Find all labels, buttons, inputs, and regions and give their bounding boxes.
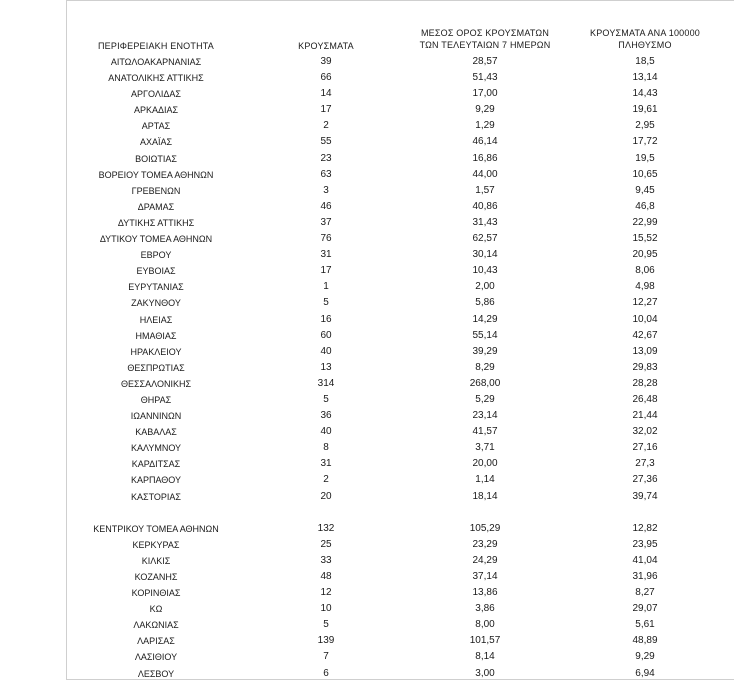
table-row xyxy=(0,167,734,183)
table-row xyxy=(0,231,734,247)
table-row xyxy=(0,54,734,70)
per-100k-cell: 20,95 xyxy=(632,249,658,261)
header-avg-line1: ΜΕΣΟΣ ΟΡΟΣ ΚΡΟΥΣΜΑΤΩΝ xyxy=(420,28,550,38)
cases-cell: 39 xyxy=(320,56,332,67)
region-cell: ΔΡΑΜΑΣ xyxy=(137,201,175,212)
region-cell: ΗΡΑΚΛΕΙΟΥ xyxy=(130,346,182,357)
per-100k-cell: 29,83 xyxy=(632,361,658,373)
per-100k-cell: 12,27 xyxy=(632,297,658,309)
avg-cell: 1,29 xyxy=(475,120,495,132)
region-cell: ΘΕΣΣΑΛΟΝΙΚΗΣ xyxy=(120,378,192,389)
cases-cell: 37 xyxy=(320,216,332,228)
table-row xyxy=(0,344,734,360)
region-cell: ΔΥΤΙΚΟΥ ΤΟΜΕΑ ΑΘΗΝΩΝ xyxy=(99,234,213,245)
cases-cell: 25 xyxy=(320,538,332,550)
avg-cell: 62,57 xyxy=(472,233,498,245)
avg-cell: 24,29 xyxy=(472,554,498,566)
per-100k-cell: 5,61 xyxy=(635,619,655,631)
region-cell: ΛΕΣΒΟΥ xyxy=(137,668,175,679)
region-cell: ΗΜΑΘΙΑΣ xyxy=(135,330,177,341)
cases-cell: 1 xyxy=(323,281,329,293)
table-row xyxy=(0,408,734,424)
region-cell: ΚΑΛΥΜΝΟΥ xyxy=(130,443,182,454)
avg-cell: 44,00 xyxy=(472,168,498,180)
region-cell: ΚΟΖΑΝΗΣ xyxy=(134,572,178,582)
avg-cell: 23,29 xyxy=(472,538,498,550)
per-100k-cell: 31,96 xyxy=(632,571,658,582)
table-row xyxy=(0,585,734,601)
table-row xyxy=(0,537,734,553)
per-100k-cell: 22,99 xyxy=(632,216,658,228)
cases-cell: 5 xyxy=(323,393,329,405)
region-cell: ΕΒΡΟΥ xyxy=(140,250,172,261)
avg-cell: 1,14 xyxy=(475,474,495,486)
per-100k-cell: 10,65 xyxy=(632,168,658,180)
header-avg-7days xyxy=(405,27,565,51)
header-avg-line2: ΤΩΝ ΤΕΛΕΥΤΑΙΩΝ 7 ΗΜΕΡΩΝ xyxy=(419,40,551,50)
region-cell: ΛΑΣΙΘΙΟΥ xyxy=(134,652,178,663)
region-cell: ΘΕΣΠΡΩΤΙΑΣ xyxy=(127,362,185,373)
avg-cell: 31,43 xyxy=(472,216,498,228)
avg-cell: 39,29 xyxy=(472,345,498,357)
table-row xyxy=(0,601,734,617)
table-row xyxy=(0,489,734,505)
table-row xyxy=(0,440,734,456)
per-100k-cell: 42,67 xyxy=(632,329,658,341)
avg-cell: 5,29 xyxy=(475,393,495,405)
region-cell: ΕΥΒΟΙΑΣ xyxy=(136,266,176,277)
cases-cell: 139 xyxy=(317,635,335,647)
cases-cell: 23 xyxy=(320,152,332,164)
avg-cell: 55,14 xyxy=(472,329,498,341)
table-row xyxy=(0,553,734,569)
region-cell: ΖΑΚΥΝΘΟΥ xyxy=(131,298,181,309)
region-cell: ΚΑΡΠΑΘΟΥ xyxy=(130,475,182,486)
region-cell: ΕΥΡΥΤΑΝΙΑΣ xyxy=(128,282,184,293)
region-cell: ΔΥΤΙΚΗΣ ΑΤΤΙΚΗΣ xyxy=(117,217,195,228)
cases-cell: 10 xyxy=(320,603,332,615)
region-cell: ΙΩΑΝΝΙΝΩΝ xyxy=(130,411,182,422)
avg-cell: 5,86 xyxy=(475,297,495,309)
per-100k-cell: 27,3 xyxy=(635,458,655,470)
cases-cell: 55 xyxy=(320,136,332,148)
region-cell: ΚΑΣΤΟΡΙΑΣ xyxy=(131,491,181,502)
avg-cell: 3,00 xyxy=(475,667,495,679)
cases-cell: 63 xyxy=(320,168,332,180)
avg-cell: 105,29 xyxy=(469,522,501,534)
region-cell: ΑΡΚΑΔΙΑΣ xyxy=(133,105,179,116)
per-100k-cell: 15,52 xyxy=(632,233,658,245)
cases-cell: 40 xyxy=(320,426,332,438)
region-cell: ΑΙΤΩΛΟΑΚΑΡΝΑΝΙΑΣ xyxy=(110,57,202,67)
cases-cell: 5 xyxy=(323,297,329,309)
per-100k-cell: 14,43 xyxy=(632,88,658,100)
table-row xyxy=(0,649,734,665)
avg-cell: 40,86 xyxy=(472,200,498,212)
per-100k-cell: 21,44 xyxy=(632,410,658,422)
header-region: ΠΕΡΙΦΕΡΕΙΑΚΗ ΕΝΟΤΗΤΑ xyxy=(97,41,215,51)
avg-cell: 28,57 xyxy=(472,56,498,67)
region-cell: ΚΕΡΚΥΡΑΣ xyxy=(132,539,180,550)
avg-cell: 8,00 xyxy=(475,619,495,631)
per-100k-cell: 10,04 xyxy=(632,313,658,325)
region-cell: ΓΡΕΒΕΝΩΝ xyxy=(131,185,181,196)
cases-cell: 14 xyxy=(320,88,332,100)
table-row xyxy=(0,118,734,134)
cases-cell: 132 xyxy=(317,522,335,534)
header-cases: ΚΡΟΥΣΜΑΤΑ xyxy=(298,41,354,51)
region-cell: ΑΧΑΪΑΣ xyxy=(139,137,173,148)
avg-cell: 8,29 xyxy=(475,361,495,373)
per-100k-cell: 27,36 xyxy=(632,474,658,486)
cases-cell: 12 xyxy=(320,587,332,599)
avg-cell: 10,43 xyxy=(472,265,498,277)
header-per-100k xyxy=(567,27,723,51)
table-row xyxy=(0,279,734,295)
cases-cell: 16 xyxy=(320,313,332,325)
per-100k-cell: 2,95 xyxy=(635,120,655,132)
cases-cell: 3 xyxy=(323,184,329,196)
region-cell: ΑΡΓΟΛΙΔΑΣ xyxy=(131,89,181,100)
cases-cell: 6 xyxy=(323,667,329,679)
table-row xyxy=(0,617,734,633)
avg-cell: 51,43 xyxy=(472,72,498,84)
per-100k-cell: 13,14 xyxy=(632,72,658,84)
region-cell: ΒΟΙΩΤΙΑΣ xyxy=(135,153,177,164)
per-100k-cell: 26,48 xyxy=(632,393,658,405)
cases-cell: 33 xyxy=(320,554,332,566)
per-100k-cell: 29,07 xyxy=(632,603,658,615)
region-cell: ΚΕΝΤΡΙΚΟΥ ΤΟΜΕΑ ΑΘΗΝΩΝ xyxy=(93,523,219,534)
per-100k-cell: 46,8 xyxy=(635,200,655,212)
avg-cell: 3,71 xyxy=(475,442,495,454)
table-row xyxy=(0,151,734,167)
per-100k-cell: 9,45 xyxy=(635,184,655,196)
header-per-line2: ΠΛΗΘΥΣΜΟ xyxy=(618,40,672,50)
cases-cell: 66 xyxy=(320,72,332,84)
per-100k-cell: 6,94 xyxy=(635,667,655,679)
region-cell: ΚΑΡΔΙΤΣΑΣ xyxy=(131,459,181,470)
table-row xyxy=(0,392,734,408)
avg-cell: 9,29 xyxy=(475,104,495,116)
region-cell: ΛΑΚΩΝΙΑΣ xyxy=(133,620,179,631)
per-100k-cell: 13,09 xyxy=(632,345,658,357)
cases-cell: 60 xyxy=(320,329,332,341)
region-cell: ΚΑΒΑΛΑΣ xyxy=(135,427,177,438)
avg-cell: 14,29 xyxy=(472,313,498,325)
header-per-line1: ΚΡΟΥΣΜΑΤΑ ΑΝΑ 100000 xyxy=(590,28,700,38)
table-row xyxy=(0,633,734,649)
cases-cell: 36 xyxy=(320,410,332,422)
cases-cell: 40 xyxy=(320,345,332,357)
avg-cell: 101,57 xyxy=(469,635,501,647)
avg-cell: 268,00 xyxy=(469,377,501,389)
table-row xyxy=(0,456,734,472)
avg-cell: 17,00 xyxy=(472,88,498,100)
avg-cell: 30,14 xyxy=(472,249,498,261)
table-row xyxy=(0,86,734,102)
per-100k-cell: 32,02 xyxy=(632,426,658,438)
table-row xyxy=(0,472,734,488)
avg-cell: 2,00 xyxy=(475,281,495,293)
avg-cell: 41,57 xyxy=(472,426,498,438)
per-100k-cell: 48,89 xyxy=(632,635,658,647)
avg-cell: 23,14 xyxy=(472,410,498,422)
table-row xyxy=(0,102,734,118)
per-100k-cell: 27,16 xyxy=(632,442,658,454)
per-100k-cell: 19,61 xyxy=(632,104,658,116)
per-100k-cell: 18,5 xyxy=(635,56,655,67)
cases-cell: 31 xyxy=(320,458,332,470)
cases-cell: 20 xyxy=(320,490,332,502)
cases-cell: 13 xyxy=(320,361,332,373)
avg-cell: 3,86 xyxy=(475,603,495,615)
avg-cell: 16,86 xyxy=(472,152,498,164)
cases-cell: 314 xyxy=(317,377,335,389)
table-row xyxy=(0,70,734,86)
avg-cell: 20,00 xyxy=(472,458,498,470)
table-row xyxy=(0,569,734,585)
avg-cell: 1,57 xyxy=(475,184,495,196)
cases-cell: 48 xyxy=(320,571,332,582)
cases-cell: 8 xyxy=(323,442,329,454)
table-row xyxy=(0,424,734,440)
table-row xyxy=(0,134,734,150)
avg-cell: 37,14 xyxy=(472,571,498,582)
table-row xyxy=(0,295,734,311)
per-100k-cell: 41,04 xyxy=(632,554,658,566)
region-cell: ΚΟΡΙΝΘΙΑΣ xyxy=(131,588,181,599)
table-row xyxy=(0,263,734,279)
table-row xyxy=(0,328,734,344)
cases-cell: 17 xyxy=(320,104,332,116)
table-row xyxy=(0,247,734,263)
per-100k-cell: 17,72 xyxy=(632,136,658,148)
per-100k-cell: 19,5 xyxy=(635,152,655,164)
table-row xyxy=(0,376,734,392)
region-cell: ΒΟΡΕΙΟΥ ΤΟΜΕΑ ΑΘΗΝΩΝ xyxy=(98,169,214,180)
region-cell: ΛΑΡΙΣΑΣ xyxy=(137,636,175,647)
table-row xyxy=(0,666,734,682)
top-rule xyxy=(66,0,734,1)
cases-cell: 31 xyxy=(320,249,332,261)
region-cell: ΑΝΑΤΟΛΙΚΗΣ ΑΤΤΙΚΗΣ xyxy=(108,73,204,84)
table-row xyxy=(0,360,734,376)
table-row xyxy=(0,199,734,215)
avg-cell: 46,14 xyxy=(472,136,498,148)
cases-cell: 46 xyxy=(320,200,332,212)
per-100k-cell: 9,29 xyxy=(635,651,655,663)
per-100k-cell: 39,74 xyxy=(632,490,658,502)
cases-cell: 5 xyxy=(323,619,329,631)
cases-cell: 17 xyxy=(320,265,332,277)
cases-cell: 2 xyxy=(323,120,329,132)
avg-cell: 13,86 xyxy=(472,587,498,599)
table-body xyxy=(0,54,734,682)
region-cell: ΘΗΡΑΣ xyxy=(140,394,172,405)
per-100k-cell: 8,06 xyxy=(635,265,655,277)
table-row xyxy=(0,183,734,199)
table-spacer xyxy=(0,505,734,521)
avg-cell: 18,14 xyxy=(472,490,498,502)
cases-cell: 2 xyxy=(323,474,329,486)
per-100k-cell: 12,82 xyxy=(632,522,658,534)
per-100k-cell: 8,27 xyxy=(635,587,655,599)
table-row xyxy=(0,312,734,328)
region-cell: ΚΩ xyxy=(149,604,163,615)
avg-cell: 8,14 xyxy=(475,651,495,663)
table-row xyxy=(0,521,734,537)
region-cell: ΚΙΛΚΙΣ xyxy=(141,555,171,566)
table-row xyxy=(0,215,734,231)
region-cell: ΗΛΕΙΑΣ xyxy=(139,314,173,325)
per-100k-cell: 4,98 xyxy=(635,281,655,293)
per-100k-cell: 23,95 xyxy=(632,538,658,550)
cases-cell: 7 xyxy=(323,651,329,663)
per-100k-cell: 28,28 xyxy=(632,377,658,389)
cases-cell: 76 xyxy=(320,233,332,245)
region-cell: ΑΡΤΑΣ xyxy=(141,121,171,132)
